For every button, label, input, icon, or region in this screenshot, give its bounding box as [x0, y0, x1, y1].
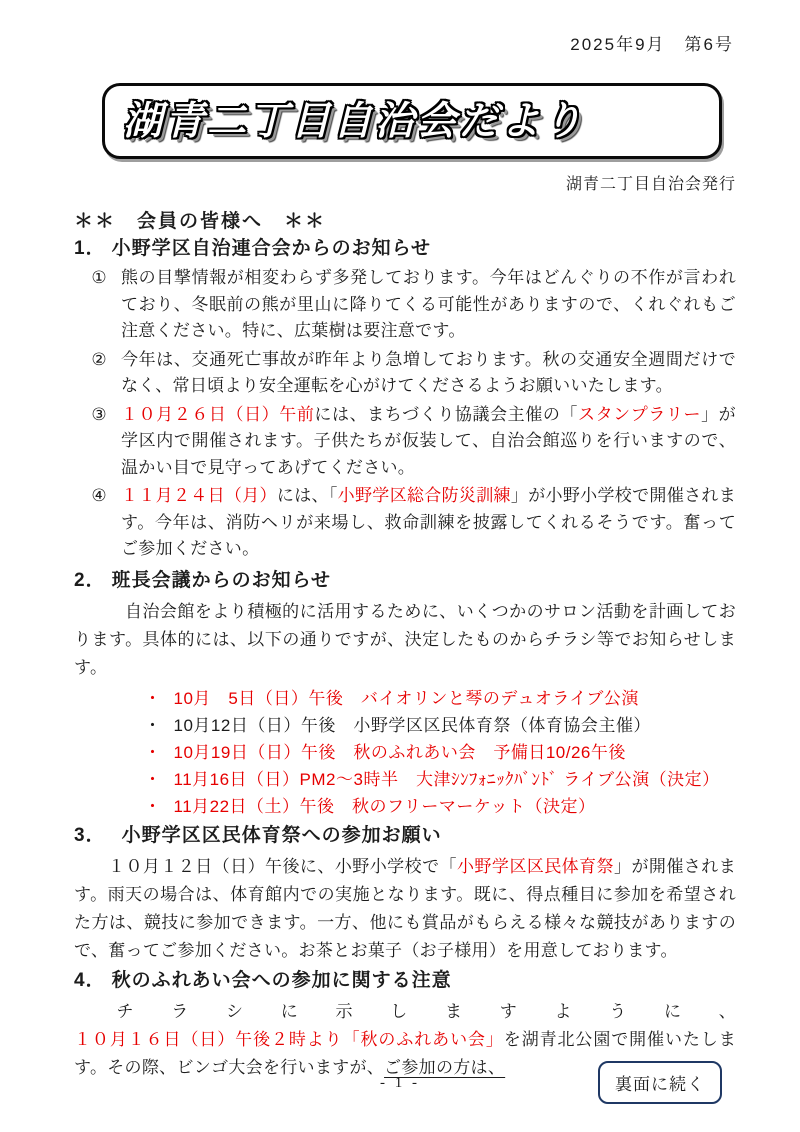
section-4-heading [74, 965, 736, 992]
section-2-heading [74, 565, 736, 592]
schedule-row [144, 712, 736, 739]
section-3-heading [74, 820, 736, 847]
section-leaders-meeting [74, 565, 736, 820]
publisher-line: 湖青二丁目自治会発行 [565, 176, 736, 193]
schedule-row-text [174, 739, 626, 766]
schedule-row-text [174, 766, 720, 793]
bullet-marker: ・ [144, 742, 162, 762]
page-number: - 1 - [380, 1075, 420, 1091]
section-federation-news [74, 233, 736, 563]
text-run: １０月１２日（日）午後に、小野小学校で「 [108, 856, 457, 876]
schedule-row-text [174, 685, 639, 712]
text-run: を湖青北公園で開催いたします。その際、ビンゴ大会を行いますが、 [74, 1029, 736, 1077]
notice-item-list [86, 265, 736, 563]
title-box [102, 83, 722, 159]
event-schedule-list [144, 685, 736, 820]
notice-item-text [121, 483, 736, 563]
section-1-title: 小野学区自治連合会からのお知らせ [111, 238, 432, 259]
text-run: 」が学区内で開催されます。子供たちが仮装して、自治会館巡りを行いますので、温かい目で見守ってあげてください。 [121, 404, 736, 477]
text-run: 」が開催されます。雨天の場合は、体育館内での実施となります。既に、得点種目に参加を希望された方は、競技に参加できます。一方、他にも賞品がもらえる様々な競技がありますので、奮ってご参加ください。お茶とお菓子（お子様用）を用意しております。 [74, 856, 737, 960]
text-run: 小野学区区民体育祭 [456, 856, 615, 876]
section-2-title: 班長会議からのお知らせ [111, 569, 332, 591]
circled-number-marker: ④ [91, 486, 107, 505]
text-run: ご参加の方は、 [384, 1057, 506, 1077]
continue-on-back-box [598, 1061, 722, 1104]
text-run: １０月１６日（日）午後２時より「秋のふれあい会」 [74, 1029, 504, 1049]
newsletter-title: 湖青二丁目自治会だより [123, 100, 586, 143]
text-run: 10月19日（日）午後 秋のふれあい会 予備日10/26午後 [173, 742, 626, 762]
text-run: には、まちづくり協議会主催の「 [314, 404, 578, 424]
text-run: 自治会館をより積極的に活用するために、いくつかのサロン活動を計画しております。具体的には、以下の通りですが、決定したものからチラシ等でお知らせします。 [74, 601, 736, 677]
notice-item-text [121, 402, 736, 482]
text-run: 小野学区総合防災訓練 [337, 486, 511, 505]
bullet-marker: ・ [144, 769, 162, 789]
text-run: 11月16日（日）PM2～3時半 大津ｼﾝﾌｫﾆｯｸﾊﾞﾝﾄﾞ ライブ公演（決定） [173, 769, 720, 789]
circled-number-marker: ① [91, 268, 107, 287]
notice-item [86, 265, 736, 345]
section-4-number: 4． [74, 969, 106, 991]
section-1-heading [74, 233, 736, 260]
bullet-marker: ・ [144, 688, 162, 708]
notice-item [86, 402, 736, 482]
text-run: 熊の目撃情報が相変わらず多発しております。今年はどんぐりの不作が言われており、冬眠前の熊が里山に降りてくる可能性がありますので、くれぐれもご注意ください。特に、広葉樹は要注意です。 [121, 268, 736, 340]
section-2-lead-paragraph [74, 598, 736, 682]
issue-line: 2025年9月 第6号 [570, 35, 734, 54]
schedule-row [144, 685, 736, 712]
circled-number-marker: ③ [91, 404, 107, 424]
notice-item-text [121, 265, 736, 345]
schedule-row [144, 739, 736, 766]
continue-on-back-label: 裏面に続く [615, 1075, 705, 1094]
section-4-title: 秋のふれあい会への参加に関する注意 [111, 969, 452, 991]
section-sports-festival [74, 820, 736, 965]
text-run: １１月２４日（月） [121, 486, 277, 505]
schedule-row [144, 793, 736, 820]
bullet-marker: ・ [144, 715, 162, 735]
section-3-number: 3． [74, 824, 106, 846]
schedule-row [144, 766, 736, 793]
text-run: 10月12日（日）午後 小野学区区民体育祭（体育協会主催） [173, 715, 651, 735]
text-run: 今年は、交通死亡事故が昨年より急増しております。秋の交通安全週間だけでなく、常日頃より安全運転を心がけてくださるようお願いいたします。 [121, 349, 736, 395]
text-run: チラシに示しますように、 [116, 1001, 736, 1021]
schedule-row-text [174, 712, 651, 739]
section-3-title: 小野学区区民体育祭への参加お願い [121, 824, 442, 846]
notice-item [86, 483, 736, 563]
circled-number-marker: ② [91, 349, 107, 369]
schedule-row-text [174, 793, 596, 820]
section-3-lead-paragraph [74, 853, 736, 965]
notice-item [86, 347, 736, 400]
greeting-line: ＊＊ 会員の皆様へ ＊＊ [74, 211, 327, 232]
section-1-number: 1． [74, 238, 106, 259]
text-run: には、「 [276, 486, 338, 505]
section-2-number: 2． [74, 569, 106, 591]
text-run: １０月２６日（日）午前 [121, 404, 315, 424]
notice-item-text [121, 347, 736, 400]
bullet-marker: ・ [144, 796, 162, 816]
text-run: 11月22日（土）午後 秋のフリーマーケット（決定） [173, 796, 596, 816]
text-run: 」が小野小学校で開催されます。今年は、消防ヘリが来場し、救命訓練を披露してくれるそうです。奮ってご参加ください。 [121, 486, 737, 558]
text-run: 10月 5日（日）午後 バイオリンと琴のデュオライブ公演 [173, 688, 639, 708]
text-run: スタンプラリー [578, 404, 702, 424]
